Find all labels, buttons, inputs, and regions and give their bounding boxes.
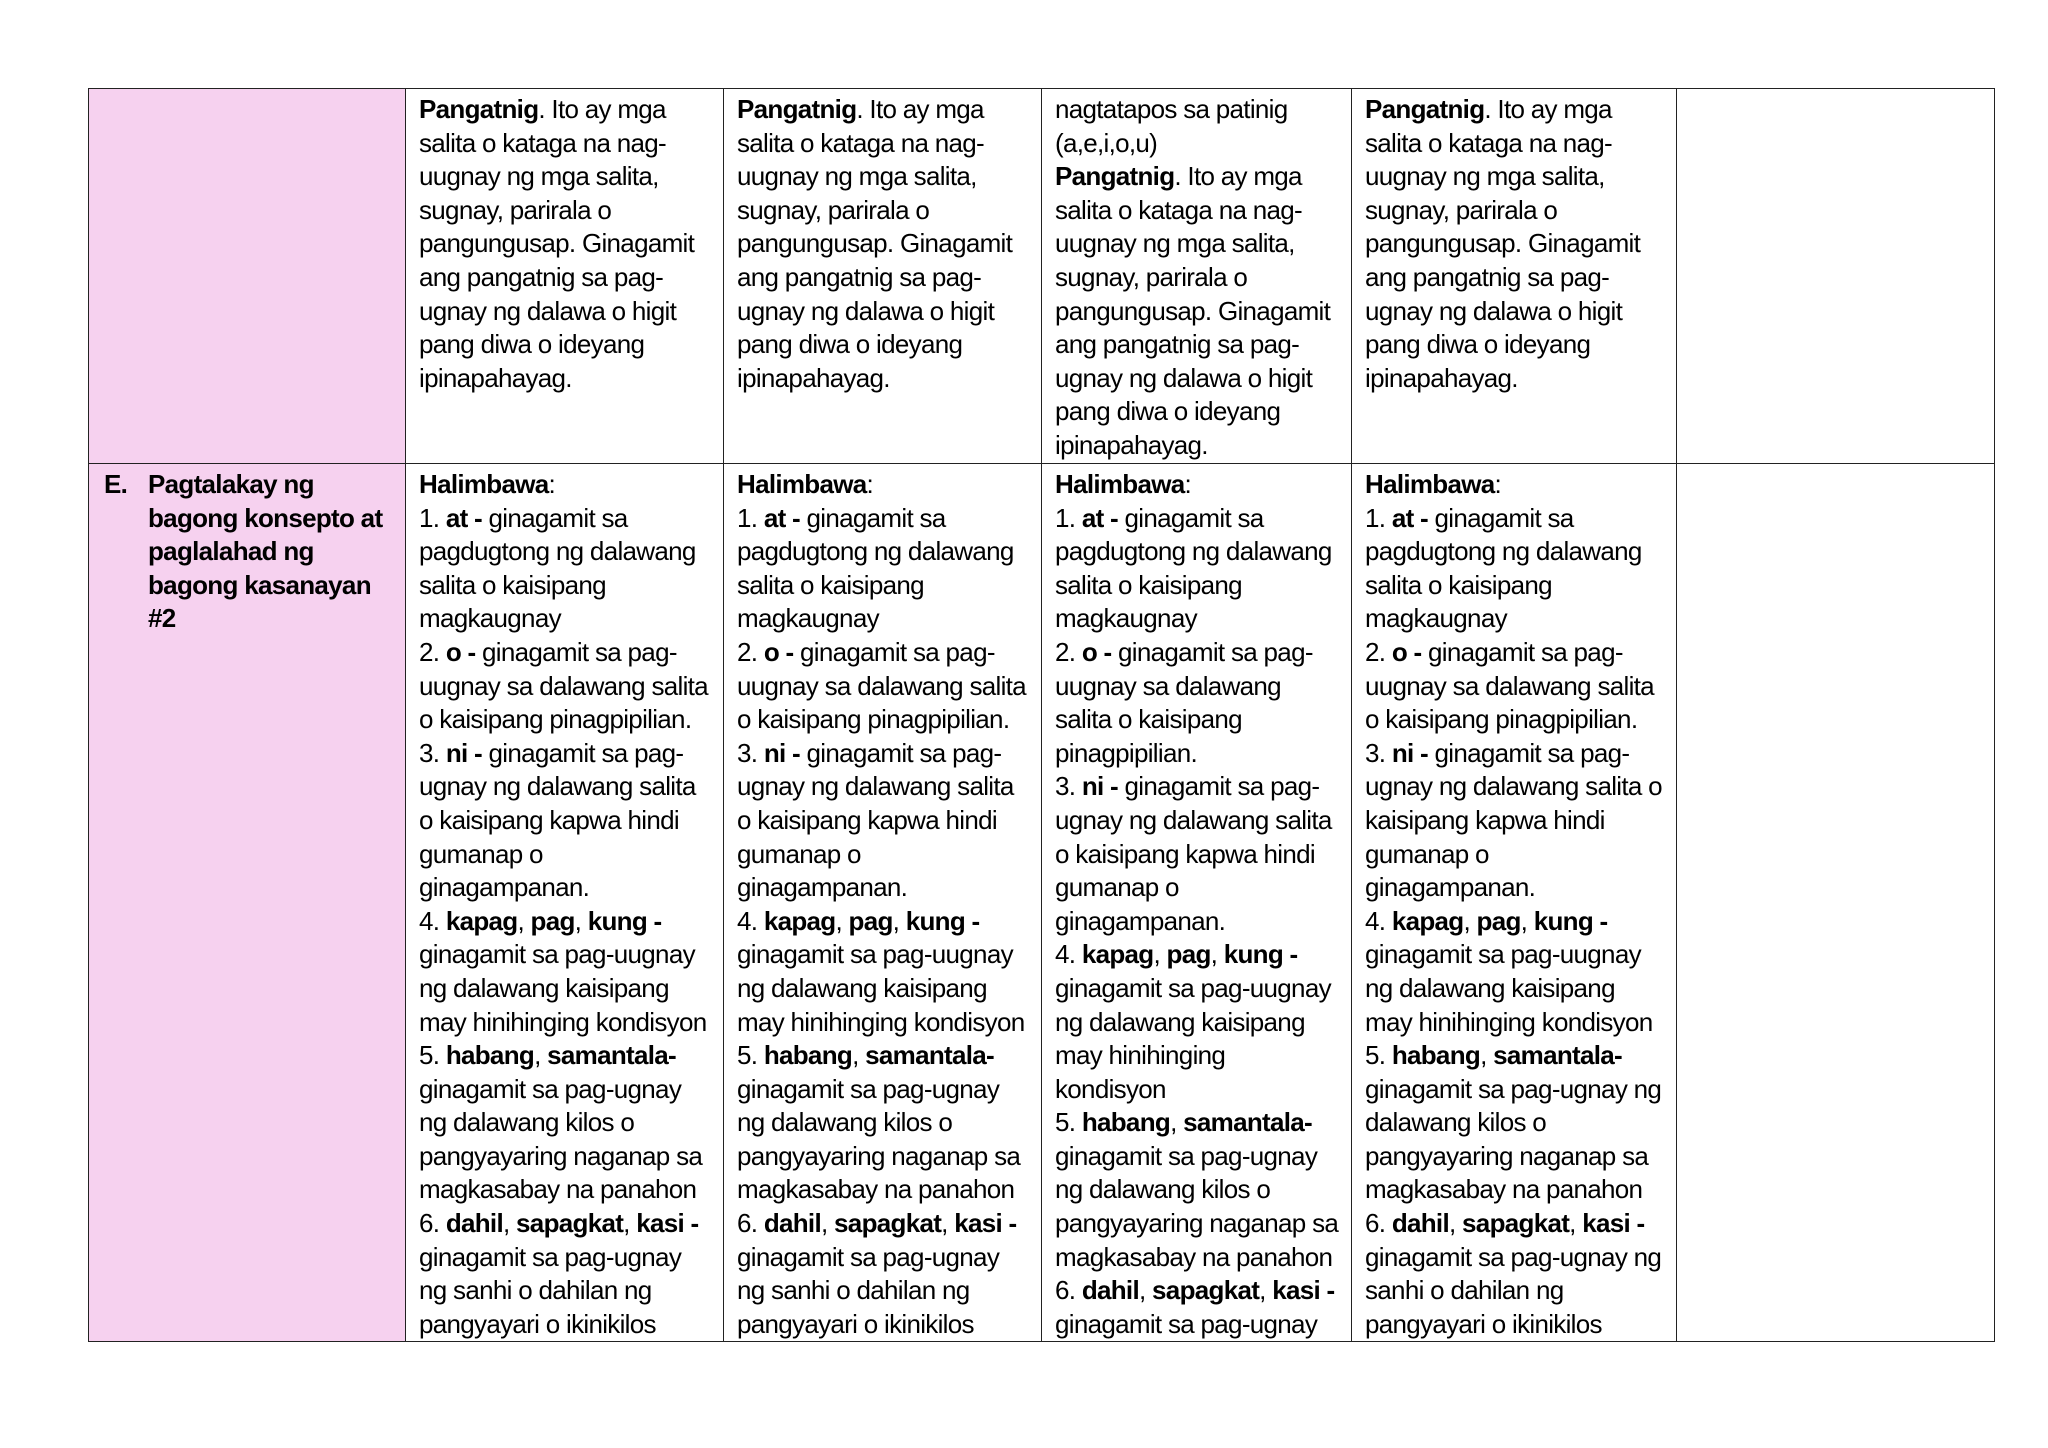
text-paragraph: Halimbawa: [1055,469,1192,499]
text-paragraph: Pangatnig. Ito ay mga salita o kataga na nag-uugnay ng mga salita, sugnay, parirala o pangungusap. Ginagamit ang pangatnig sa pag-ugnay ng dalawa o higit pang diwa o ideyang ipinapahayag. [1365,94,1641,393]
text-paragraph: 6. dahil, sapagkat, kasi - ginagamit sa pag-ugnay ng sanhi o dahilan ng pangyayari o ikinikilos [737,1208,1017,1339]
text-paragraph: 3. ni - ginagamit sa pag-ugnay ng dalawang salita o kaisipang kapwa hindi gumanap o ginagampanan. [419,737,696,903]
table-row [89,89,1995,464]
content-cell [1352,464,1677,1342]
cell-text [419,93,711,395]
text-paragraph: 2. o - ginagamit sa pag-uugnay sa dalawang salita o kaisipang pinagpipilian. [1365,636,1654,735]
text-paragraph: 1. at - ginagamit sa pagdugtong ng dalawang salita o kaisipang magkaugnay [1365,502,1642,634]
cell-text [737,468,1029,1341]
content-cell [724,89,1042,464]
text-paragraph: Pangatnig. Ito ay mga salita o kataga na nag-uugnay ng mga salita, sugnay, parirala o pangungusap. Ginagamit ang pangatnig sa pag-ugnay ng dalawa o higit pang diwa o ideyang ipinapahayag. [419,94,695,393]
text-paragraph: 1. at - ginagamit sa pagdugtong ng dalawang salita o kaisipang magkaugnay [1055,502,1332,634]
row-label [102,468,393,636]
text-paragraph: Halimbawa: [1365,469,1502,499]
row-label-text: Pagtalakay ng bagong konsepto at paglalahad ng bagong kasanayan #2 [148,469,383,634]
text-paragraph: 5. habang, samantala- ginagamit sa pag-ugnay ng dalawang kilos o pangyayaring naganap sa magkasabay na panahon [1055,1107,1339,1272]
text-paragraph: 2. o - ginagamit sa pag-uugnay sa dalawang salita o kaisipang pinagpipilian. [1055,636,1313,768]
content-cell [1042,89,1352,464]
text-paragraph: 2. o - ginagamit sa pag-uugnay sa dalawang salita o kaisipang pinagpipilian. [419,636,708,735]
text-paragraph: 4. kapag, pag, kung - ginagamit sa pag-uugnay ng dalawang kaisipang may hinihinging kondisyon [419,905,707,1037]
text-paragraph: 4. kapag, pag, kung - ginagamit sa pag-uugnay ng dalawang kaisipang may hinihinging kondisyon [1055,939,1331,1104]
text-paragraph: 5. habang, samantala- ginagamit sa pag-ugnay ng dalawang kilos o pangyayaring naganap sa magkasabay na panahon [1365,1040,1662,1205]
text-paragraph: 6. dahil, sapagkat, kasi - ginagamit sa pag-ugnay ng sanhi o dahilan ng pangyayari o ikinikilos [419,1208,699,1339]
text-paragraph: 1. at - ginagamit sa pagdugtong ng dalawang salita o kaisipang magkaugnay [737,502,1014,634]
table-row [89,464,1995,1342]
text-paragraph: nagtatapos sa patinig (a,e,i,o,u) [1055,94,1288,158]
text-paragraph: Halimbawa: [737,469,874,499]
text-paragraph: Pangatnig. Ito ay mga salita o kataga na nag-uugnay ng mga salita, sugnay, parirala o pangungusap. Ginagamit ang pangatnig sa pag-ugnay ng dalawa o higit pang diwa o ideyang ipinapahayag. [1055,161,1331,460]
row-label-cell [89,89,406,464]
remarks-cell [1677,464,1995,1342]
cell-text [1055,93,1339,463]
text-paragraph: 3. ni - ginagamit sa pag-ugnay ng dalawang salita o kaisipang kapwa hindi gumanap o ginagampanan. [737,737,1014,903]
text-paragraph: 4. kapag, pag, kung - ginagamit sa pag-uugnay ng dalawang kaisipang may hinihinging kondisyon [1365,905,1653,1037]
content-cell [1042,464,1352,1342]
text-paragraph: 5. habang, samantala- ginagamit sa pag-ugnay ng dalawang kilos o pangyayaring naganap sa magkasabay na panahon [419,1040,703,1205]
text-paragraph: 6. dahil, sapagkat, kasi - ginagamit sa pag-ugnay [1055,1275,1335,1339]
cell-text [1055,468,1339,1341]
text-paragraph: Halimbawa: [419,469,556,499]
text-paragraph: 3. ni - ginagamit sa pag-ugnay ng dalawang salita o kaisipang kapwa hindi gumanap o ginagampanan. [1055,771,1332,936]
cell-text [1365,93,1664,395]
text-paragraph: Pangatnig. Ito ay mga salita o kataga na nag-uugnay ng mga salita, sugnay, parirala o pangungusap. Ginagamit ang pangatnig sa pag-ugnay ng dalawa o higit pang diwa o ideyang ipinapahayag. [737,94,1013,393]
cell-text [1365,468,1664,1341]
row-label-cell [89,464,406,1342]
lesson-plan-table [88,88,1995,1342]
text-paragraph: 4. kapag, pag, kung - ginagamit sa pag-uugnay ng dalawang kaisipang may hinihinging kondisyon [737,905,1025,1037]
cell-text [419,468,711,1341]
text-paragraph: 6. dahil, sapagkat, kasi - ginagamit sa pag-ugnay ng sanhi o dahilan ng pangyayari o ikinikilos [1365,1208,1662,1339]
text-paragraph: 1. at - ginagamit sa pagdugtong ng dalawang salita o kaisipang magkaugnay [419,502,696,634]
text-paragraph: 5. habang, samantala- ginagamit sa pag-ugnay ng dalawang kilos o pangyayaring naganap sa magkasabay na panahon [737,1040,1021,1205]
content-cell [724,464,1042,1342]
text-paragraph: 2. o - ginagamit sa pag-uugnay sa dalawang salita o kaisipang pinagpipilian. [737,636,1026,735]
text-paragraph: 3. ni - ginagamit sa pag-ugnay ng dalawang salita o kaisipang kapwa hindi gumanap o ginagampanan. [1365,737,1662,903]
content-cell [1352,89,1677,464]
content-cell [406,89,724,464]
row-label-letter: E. [104,469,128,499]
cell-text [737,93,1029,395]
remarks-cell [1677,89,1995,464]
content-cell [406,464,724,1342]
